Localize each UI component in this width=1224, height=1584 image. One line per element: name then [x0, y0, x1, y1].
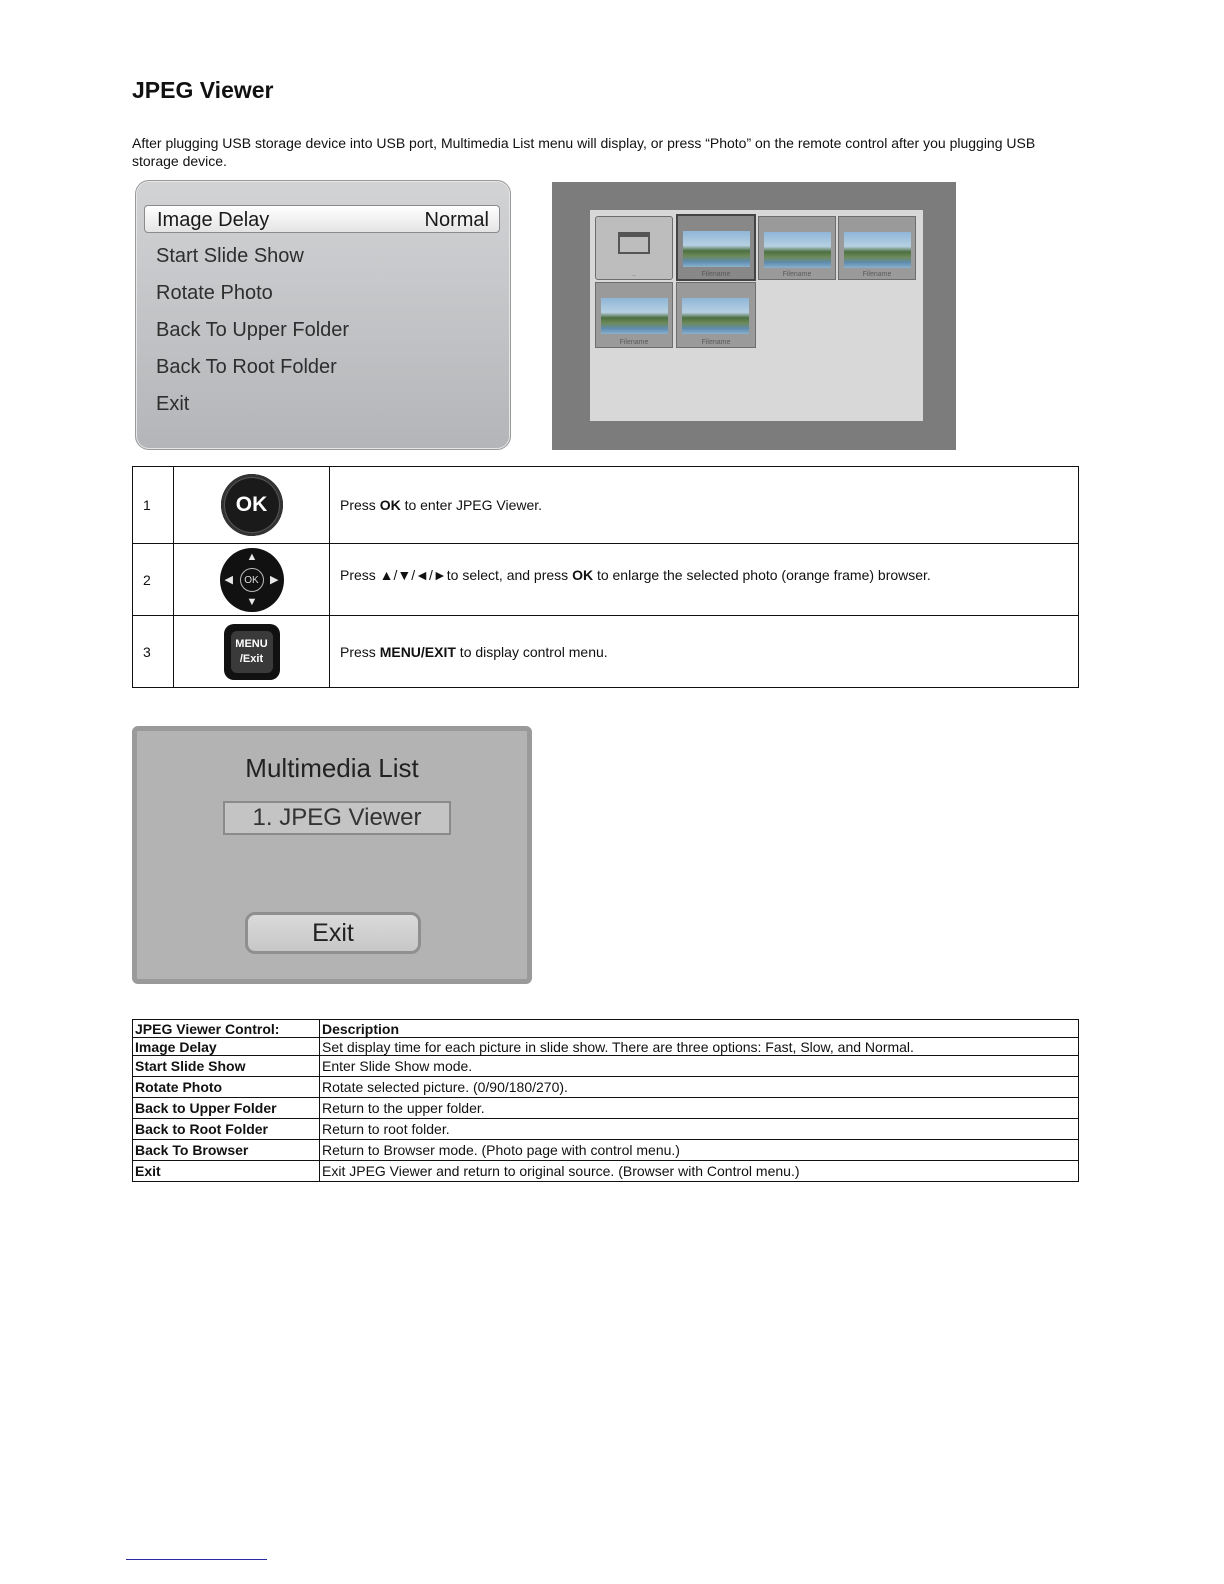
photo-browser-screenshot — [552, 182, 956, 450]
intro-paragraph: After plugging USB storage device into USB port, Multimedia List menu will display, or press “Photo” on the remote control after you plugging USB storage device. — [132, 135, 1036, 169]
menu-text: MENU — [235, 637, 268, 650]
step-icon-cell — [174, 467, 330, 544]
footer-divider — [126, 1559, 267, 1560]
control-name: Back To Browser — [133, 1140, 320, 1161]
control-name: Exit — [133, 1161, 320, 1182]
column-header: JPEG Viewer Control: — [133, 1020, 320, 1038]
control-description: Return to root folder. — [320, 1119, 1079, 1140]
arrow-right-icon: ▶ — [270, 573, 279, 586]
thumbnail-caption: Filename — [701, 271, 731, 278]
photo-image — [683, 231, 750, 267]
photo-image — [682, 298, 749, 334]
thumbnail-caption: .. — [632, 271, 636, 278]
photo-thumbnail[interactable] — [595, 282, 673, 348]
photo-thumbnail[interactable] — [838, 216, 916, 280]
control-name: Start Slide Show — [133, 1056, 320, 1077]
table-header-row — [133, 1020, 1079, 1038]
photo-image — [764, 232, 831, 268]
multimedia-list-panel — [132, 726, 532, 984]
text: Press ▲/▼/◄/►to select, and press — [340, 567, 573, 583]
control-menu-panel — [135, 180, 511, 450]
jpeg-viewer-item[interactable]: 1. JPEG Viewer — [223, 801, 451, 835]
table-row — [133, 1077, 1079, 1098]
arrow-left-icon: ◀ — [224, 573, 233, 586]
keyword: OK — [379, 497, 401, 513]
photo-thumbnail[interactable] — [676, 282, 756, 348]
keyword: MENU/EXIT — [379, 643, 456, 660]
menu-item-label: Image Delay — [157, 209, 270, 231]
ok-button-icon: OK — [221, 474, 283, 536]
table-row — [133, 616, 1079, 688]
table-row — [133, 467, 1079, 544]
step-description — [330, 616, 1079, 688]
thumbnail-caption: Filename — [619, 339, 649, 346]
thumbnail-grid — [590, 210, 923, 421]
step-description — [330, 544, 1079, 616]
photo-thumbnail[interactable] — [758, 216, 836, 280]
menu-item-start-slide-show[interactable]: Start Slide Show — [156, 245, 304, 267]
photo-image — [844, 232, 911, 268]
text: to enter JPEG Viewer. — [400, 497, 543, 513]
table-row — [133, 1119, 1079, 1140]
page-title: JPEG Viewer — [132, 77, 274, 103]
step-icon-cell — [174, 544, 330, 616]
menu-item-value: Normal — [424, 209, 489, 231]
menu-item-exit[interactable]: Exit — [156, 393, 190, 415]
menu-item-back-to-root-folder[interactable]: Back To Root Folder — [156, 356, 337, 378]
ok-center-icon: OK — [240, 568, 264, 592]
folder-icon — [618, 232, 650, 254]
control-name: Back to Upper Folder — [133, 1098, 320, 1119]
arrow-down-icon: ▼ — [246, 595, 258, 608]
table-row — [133, 1038, 1079, 1056]
menu-item-rotate-photo[interactable]: Rotate Photo — [156, 282, 273, 304]
thumbnail-caption: Filename — [701, 339, 731, 346]
table-row — [133, 1140, 1079, 1161]
thumbnail-caption: Filename — [782, 271, 812, 278]
step-number: 1 — [133, 467, 174, 544]
menu-exit-button-icon — [224, 624, 280, 680]
text: Press — [340, 497, 380, 513]
control-name: Rotate Photo — [133, 1077, 320, 1098]
table-row — [133, 1098, 1079, 1119]
control-description: Return to the upper folder. — [320, 1098, 1079, 1119]
exit-button[interactable]: Exit — [245, 912, 421, 954]
text: to enlarge the selected photo (orange frame) browser. — [593, 567, 931, 583]
folder-thumbnail[interactable] — [595, 216, 673, 280]
keyword: OK — [572, 567, 594, 583]
step-description — [330, 467, 1079, 544]
arrow-up-icon: ▲ — [246, 550, 258, 563]
photo-thumbnail[interactable] — [676, 214, 756, 281]
dpad-icon — [220, 548, 284, 612]
photo-image — [601, 298, 668, 334]
control-description: Enter Slide Show mode. — [320, 1056, 1079, 1077]
text: to display control menu. — [455, 643, 608, 660]
step-number: 2 — [133, 544, 174, 616]
key-steps-table — [132, 466, 1079, 688]
table-row — [133, 1161, 1079, 1182]
column-header: Description — [320, 1020, 1079, 1038]
menu-exit-label — [231, 631, 273, 673]
control-name: Back to Root Folder — [133, 1119, 320, 1140]
step-number: 3 — [133, 616, 174, 688]
table-row — [133, 544, 1079, 616]
control-description: Exit JPEG Viewer and return to original source. (Browser with Control menu.) — [320, 1161, 1079, 1182]
control-name: Image Delay — [133, 1038, 320, 1056]
thumbnail-caption: Filename — [862, 271, 892, 278]
control-description: Return to Browser mode. (Photo page with control menu.) — [320, 1140, 1079, 1161]
control-description: Set display time for each picture in slide show. There are three options: Fast, Slow, and Normal. — [320, 1038, 1079, 1056]
exit-text: /Exit — [239, 652, 264, 665]
table-row — [133, 1056, 1079, 1077]
control-description-table — [132, 1019, 1079, 1182]
menu-item-image-delay[interactable] — [144, 205, 500, 233]
control-description: Rotate selected picture. (0/90/180/270). — [320, 1077, 1079, 1098]
menu-item-back-to-upper-folder[interactable]: Back To Upper Folder — [156, 319, 350, 341]
multimedia-list-title: Multimedia List — [245, 753, 419, 783]
step-icon-cell — [174, 616, 330, 688]
text: Press — [340, 643, 380, 660]
